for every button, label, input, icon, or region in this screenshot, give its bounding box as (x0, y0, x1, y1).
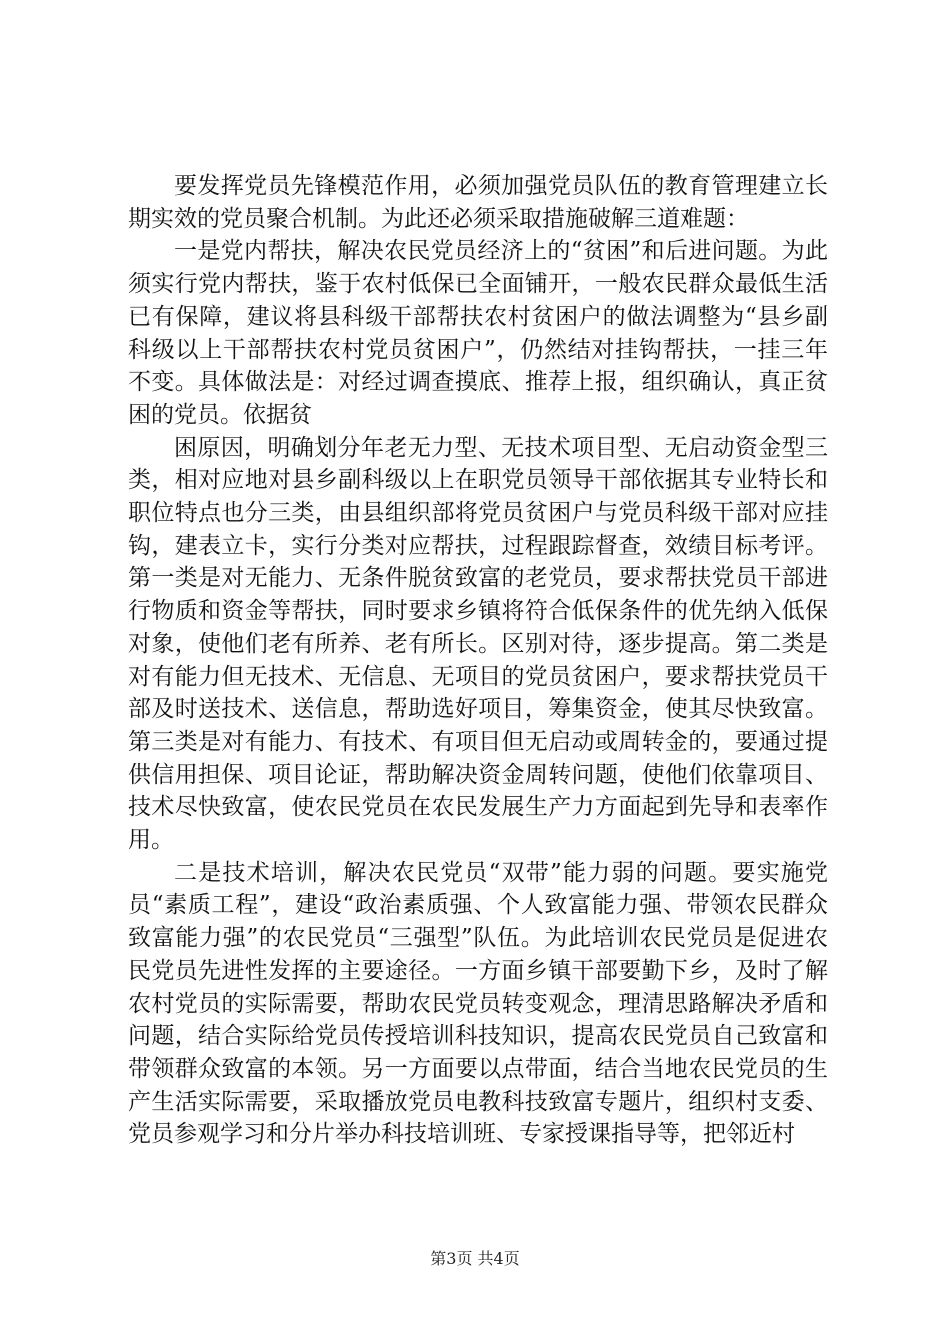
page-number-footer: 第3页 共4页 (430, 1249, 520, 1268)
paragraph-poverty-categories: 困原因，明确划分年老无力型、无技术项目型、无启动资金型三类，相对应地对县乡副科级以上在职党员领导干部依据其专业特长和职位特点也分三类，由县组织部将党员贫困户与党员科级干部对应挂钩，建表立卡，实行分类对应帮扶，过程跟踪督查，效绩目标考评。第一类是对无能力、无条件脱贫致富的老党员，要求帮扶党员干部进行物质和资金等帮扶，同时要求乡镇将符合低保条件的优先纳入低保对象，使他们老有所养、老有所长。区别对待，逐步提高。第二类是对有能力但无技术、无信息、无项目的党员贫困户，要求帮扶党员干部及时送技术、送信息，帮助选好项目，筹集资金，使其尽快致富。第三类是对有能力、有技术、有项目但无启动或周转金的，要通过提供信用担保、项目论证，帮助解决资金周转问题，使他们依靠项目、技术尽快致富，使农民党员在农民发展生产力方面起到先导和表率作用。 (128, 434, 828, 854)
body-text (128, 170, 828, 1151)
paragraph-intro: 要发挥党员先锋模范作用，必须加强党员队伍的教育管理建立长期实效的党员聚合机制。为此还必须采取措施破解三道难题： (128, 173, 828, 232)
paragraph-poverty-aid: 一是党内帮扶，解决农民党员经济上的“贫困”和后进问题。为此须实行党内帮扶，鉴于农村低保已全面铺开，一般农民群众最低生活已有保障，建议将县科级干部帮扶农村贫困户的做法调整为“县乡副科级以上干部帮扶农村党员贫困户”，仍然结对挂钩帮扶，一挂三年不变。具体做法是：对经过调查摸底、推荐上报，组织确认，真正贫困的党员。依据贫 (128, 238, 828, 428)
paragraph-technical-training: 二是技术培训，解决农民党员“双带”能力弱的问题。要实施党员“素质工程”，建设“政治素质强、个人致富能力强、带领农民群众致富能力强”的农民党员“三强型”队伍。为此培训农民党员是促进农民党员先进性发挥的主要途径。一方面乡镇干部要勤下乡，及时了解农村党员的实际需要，帮助农民党员转变观念，理清思路解决矛盾和问题，结合实际给党员传授培训科技知识，提高农民党员自己致富和带领群众致富的本领。另一方面要以点带面，结合当地农民党员的生产生活实际需要，采取播放党员电教科技致富专题片，组织村支委、党员参观学习和分片举办科技培训班、专家授课指导等，把邻近村 (128, 859, 828, 1148)
